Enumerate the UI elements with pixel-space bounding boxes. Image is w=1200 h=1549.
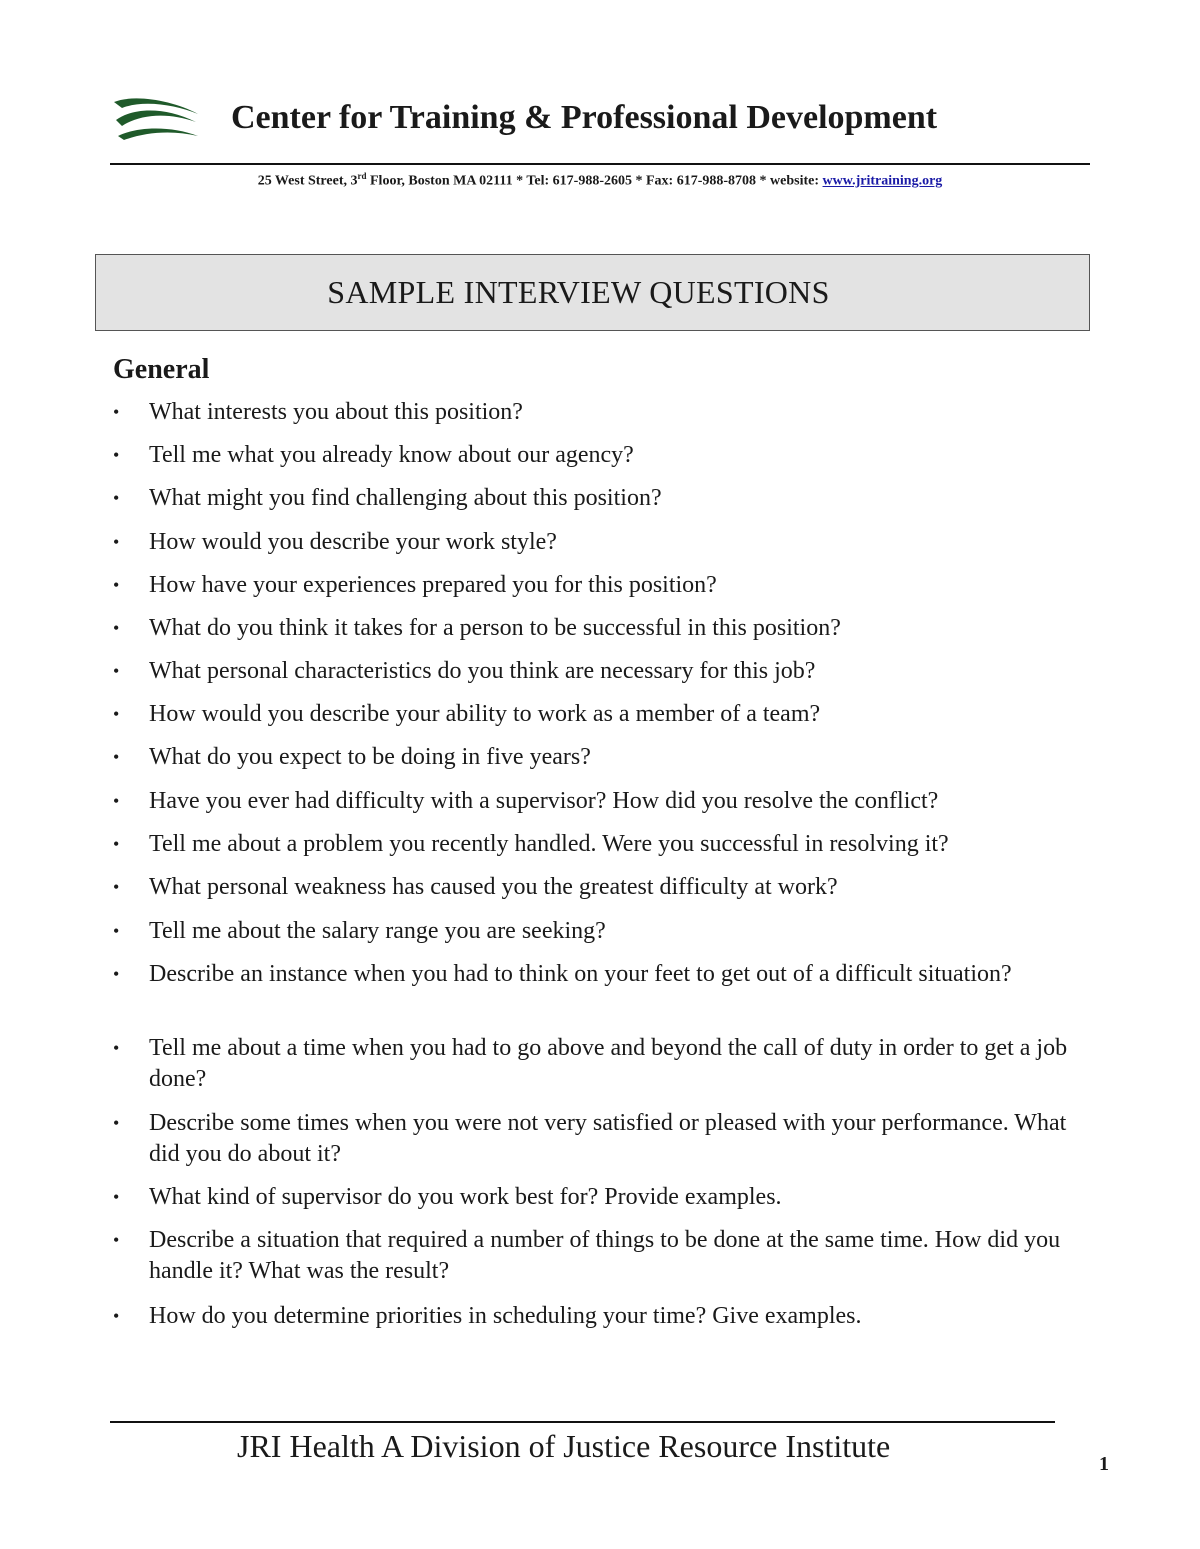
bullet-icon: • bbox=[113, 532, 120, 552]
page-number: 1 bbox=[1099, 1453, 1109, 1475]
list-item bbox=[113, 570, 1088, 601]
list-item bbox=[113, 916, 1088, 947]
bullet-icon: • bbox=[113, 791, 120, 811]
list-item bbox=[113, 483, 1088, 514]
bullet-icon: • bbox=[113, 747, 120, 767]
bullet-icon: • bbox=[113, 618, 120, 638]
question-text: Tell me about a time when you had to go above and beyond the call of duty in order to get a job done? bbox=[149, 1035, 1068, 1092]
list-item bbox=[113, 656, 1088, 687]
header-divider bbox=[110, 163, 1090, 165]
question-text: Tell me about a problem you recently handled. Were you successful in resolving it? bbox=[149, 831, 949, 857]
footer-organization-text: JRI Health A Division of Justice Resource Institute bbox=[237, 1428, 891, 1464]
bullet-icon: • bbox=[113, 402, 120, 422]
list-item bbox=[113, 742, 1088, 773]
list-item bbox=[113, 699, 1088, 730]
question-text: What personal weakness has caused you the greatest difficulty at work? bbox=[149, 874, 838, 900]
question-text: What personal characteristics do you think are necessary for this job? bbox=[149, 658, 816, 684]
bullet-icon: • bbox=[113, 1113, 120, 1133]
document-title-box bbox=[95, 254, 1090, 331]
bullet-icon: • bbox=[113, 704, 120, 724]
list-item bbox=[113, 1182, 1088, 1213]
bullet-icon: • bbox=[113, 921, 120, 941]
bullet-icon: • bbox=[113, 877, 120, 897]
list-item bbox=[113, 613, 1088, 644]
question-text: What do you think it takes for a person to be successful in this position? bbox=[149, 615, 841, 641]
list-item bbox=[113, 440, 1088, 471]
bullet-icon: • bbox=[113, 1187, 120, 1207]
question-text: What might you find challenging about this position? bbox=[149, 485, 662, 511]
question-text: Tell me about the salary range you are seeking? bbox=[149, 918, 606, 944]
logo-swoosh-bottom bbox=[118, 129, 198, 141]
contact-address-line bbox=[110, 171, 1090, 190]
document-title: SAMPLE INTERVIEW QUESTIONS bbox=[327, 274, 830, 310]
address-text-end: Floor, Boston MA 02111 * Tel: 617-988-2605 * Fax: 617-988-8708 * website: bbox=[366, 173, 823, 189]
question-text: How have your experiences prepared you for this position? bbox=[149, 572, 717, 598]
question-text: Tell me what you already know about our agency? bbox=[149, 442, 634, 468]
logo-swoosh-middle bbox=[116, 111, 196, 127]
bullet-icon: • bbox=[113, 488, 120, 508]
organization-logo bbox=[112, 96, 200, 142]
bullet-icon: • bbox=[113, 445, 120, 465]
section-heading: General bbox=[113, 354, 210, 385]
list-item bbox=[113, 829, 1088, 860]
list-item bbox=[113, 872, 1088, 903]
list-item bbox=[113, 959, 1088, 990]
bullet-icon: • bbox=[113, 661, 120, 681]
list-item bbox=[113, 1225, 1088, 1287]
list-item bbox=[113, 397, 1088, 428]
list-item bbox=[113, 527, 1088, 558]
question-text: How would you describe your ability to work as a member of a team? bbox=[149, 701, 821, 727]
question-text: How do you determine priorities in scheduling your time? Give examples. bbox=[149, 1303, 862, 1329]
website-link[interactable]: www.jritraining.org bbox=[822, 173, 943, 189]
question-text: What kind of supervisor do you work best for? Provide examples. bbox=[149, 1184, 782, 1210]
question-text: Describe some times when you were not very satisfied or pleased with your performance. What did you do about it? bbox=[149, 1110, 1067, 1167]
list-item bbox=[113, 1301, 1088, 1332]
bullet-icon: • bbox=[113, 964, 120, 984]
bullet-icon: • bbox=[113, 1306, 120, 1326]
question-text: How would you describe your work style? bbox=[149, 529, 557, 555]
question-text: Describe an instance when you had to think on your feet to get out of a difficult situation? bbox=[149, 961, 1012, 987]
list-item bbox=[113, 1033, 1088, 1095]
list-item bbox=[113, 1108, 1088, 1170]
question-text: Have you ever had difficulty with a supervisor? How did you resolve the conflict? bbox=[149, 788, 939, 814]
bullet-icon: • bbox=[113, 575, 120, 595]
question-text: What do you expect to be doing in five years? bbox=[149, 744, 591, 770]
list-item bbox=[113, 786, 1088, 817]
address-text-start: 25 West Street, 3 bbox=[257, 173, 358, 189]
organization-title: Center for Training & Professional Development bbox=[231, 99, 938, 136]
address-ordinal-suffix: rd bbox=[357, 171, 367, 181]
footer-divider bbox=[110, 1421, 1055, 1423]
bullet-icon: • bbox=[113, 1038, 120, 1058]
bullet-icon: • bbox=[113, 1230, 120, 1250]
question-text: What interests you about this position? bbox=[149, 399, 523, 425]
question-text: Describe a situation that required a number of things to be done at the same time. How did you handle it? What was the result? bbox=[149, 1227, 1061, 1284]
bullet-icon: • bbox=[113, 834, 120, 854]
